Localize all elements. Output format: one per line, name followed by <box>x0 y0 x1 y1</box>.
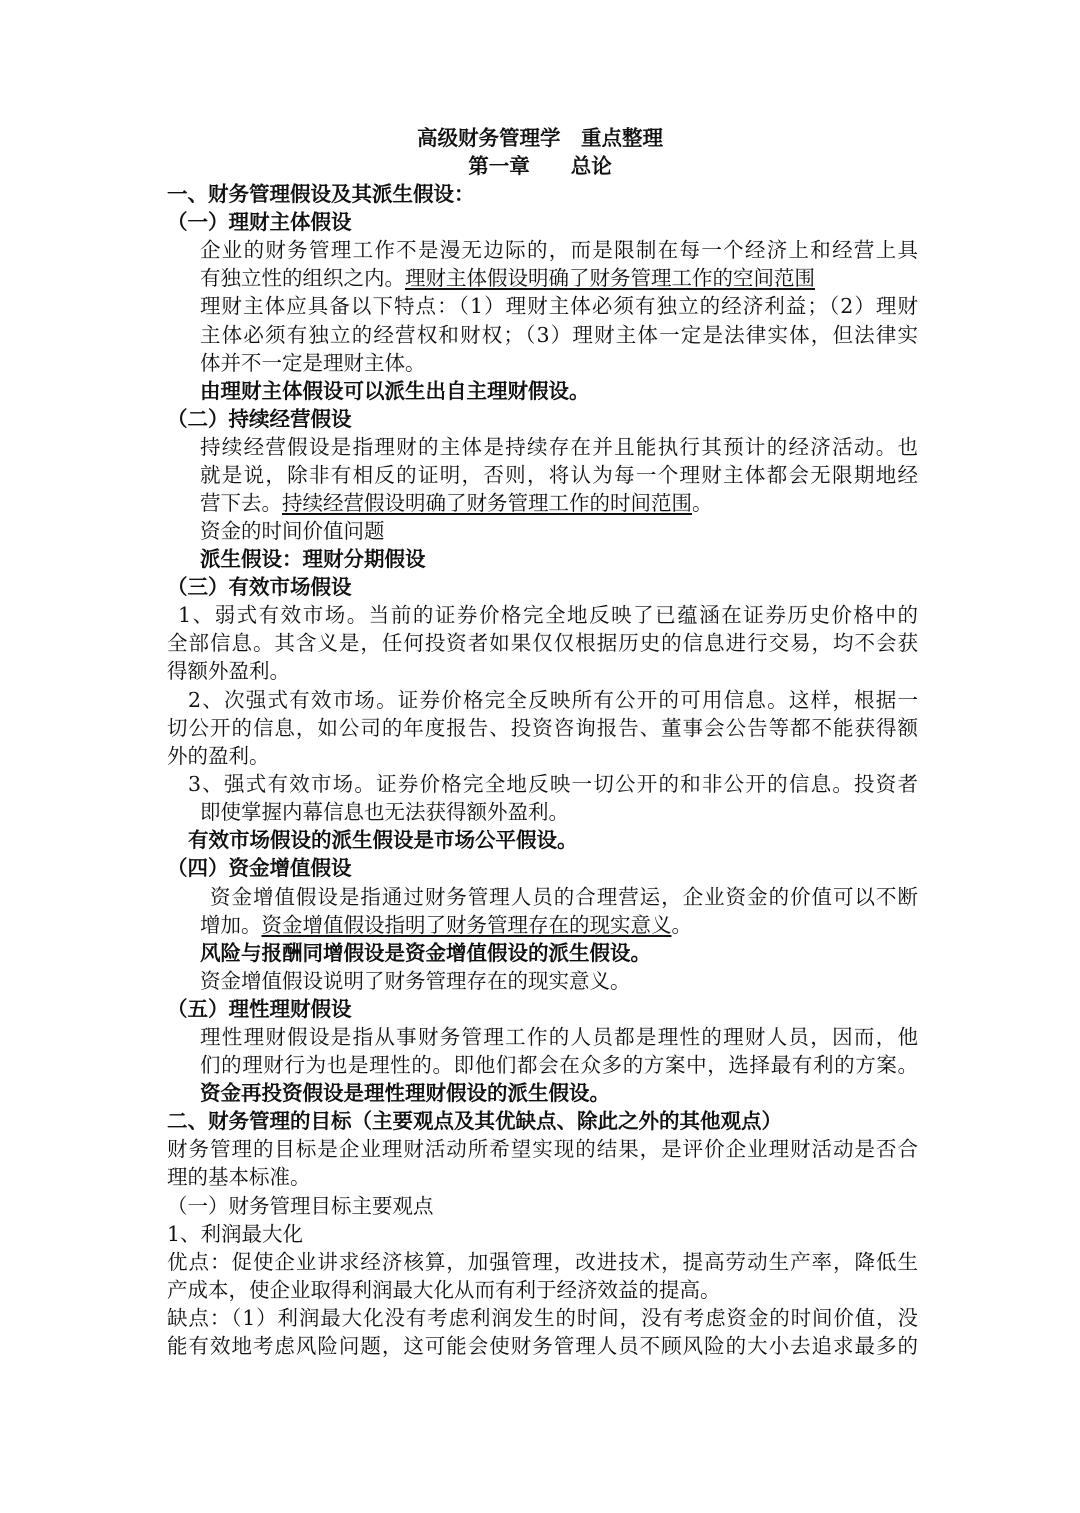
paragraph-line: 财务管理的目标是企业理财活动所希望实现的结果，是评价企业理财活动是否合 <box>167 1137 918 1161</box>
paragraph-line: 缺点：（1）利润最大化没有考虑利润发生的时间，没有考虑资金的时间价值，没 <box>167 1306 918 1330</box>
paragraph-line: 企业的财务管理工作不是漫无边际的，而是限制在每一个经济上和经营上具 <box>200 238 918 262</box>
paragraph-line: 持续经营假设是指理财的主体是持续存在并且能执行其预计的经济活动。也 <box>200 435 918 459</box>
derived-assumption: 派生假设：理财分期假设 <box>200 547 426 571</box>
subsection-heading: （二）持续经营假设 <box>167 407 352 431</box>
paragraph-line: 体并不一定是理财主体。 <box>200 351 426 375</box>
paragraph-line: 得额外盈利。 <box>167 659 290 683</box>
section-heading: 一、财务管理假设及其派生假设： <box>167 182 475 206</box>
paragraph-line: 就是说，除非有相反的证明，否则，将认为每一个理财主体都会无限期地经 <box>200 463 918 487</box>
paragraph-line <box>200 264 815 292</box>
paragraph-line: 即使掌握内幕信息也无法获得额外盈利。 <box>200 800 569 824</box>
paragraph-line: 切公开的信息，如公司的年度报告、投资咨询报告、董事会公告等都不能获得额 <box>167 716 918 740</box>
paragraph-line: 资金增值假设说明了财务管理存在的现实意义。 <box>200 969 631 993</box>
subsection-heading: （一）理财主体假设 <box>167 210 352 234</box>
subsection-heading: （五）理性理财假设 <box>167 997 352 1021</box>
underlined-text: 资金增值假设指明了财务管理存在的现实意义 <box>261 913 672 937</box>
text: 。 <box>671 913 692 937</box>
paragraph-line: 主体必须有独立的经营权和财权；（3）理财主体一定是法律实体，但法律实 <box>200 323 918 347</box>
subsection-heading: （四）资金增值假设 <box>167 856 352 880</box>
chapter-title: 第一章 总论 <box>468 154 612 178</box>
paragraph-line: 外的盈利。 <box>167 744 270 768</box>
text: 有独立性的组织之内。 <box>200 266 405 290</box>
subsection-heading: （三）有效市场假设 <box>167 575 352 599</box>
list-item-heading: 1、利润最大化 <box>167 1222 304 1246</box>
paragraph-line: 们的理财行为也是理性的。即他们都会在众多的方案中，选择最有利的方案。 <box>200 1053 918 1077</box>
text: 。 <box>692 491 713 515</box>
document-title: 高级财务管理学 重点整理 <box>417 126 663 150</box>
paragraph-line: 理性理财假设是指从事财务管理工作的人员都是理性的理财人员，因而，他 <box>200 1025 918 1049</box>
text: 增加。 <box>200 913 262 937</box>
text: 营下去。 <box>200 491 282 515</box>
paragraph-line: 理的基本标准。 <box>167 1165 311 1189</box>
paragraph-line: 1、弱式有效市场。当前的证券价格完全地反映了已蕴涵在证券历史价格中的 <box>178 603 918 627</box>
derived-assumption: 风险与报酬同增假设是资金增值假设的派生假设。 <box>200 941 651 965</box>
paragraph-line <box>200 911 692 939</box>
underlined-text: 持续经营假设明确了财务管理工作的时间范围 <box>282 491 692 515</box>
derived-assumption: 资金再投资假设是理性理财假设的派生假设。 <box>200 1081 610 1105</box>
derived-assumption: 由理财主体假设可以派生出自主理财假设。 <box>200 379 590 403</box>
paragraph-line: 理财主体应具备以下特点：（1）理财主体必须有独立的经济利益；（2）理财 <box>200 294 918 318</box>
paragraph-line: 资金增值假设是指通过财务管理人员的合理营运，企业资金的价值可以不断 <box>210 885 918 909</box>
subsection-heading: （一）财务管理目标主要观点 <box>167 1194 434 1218</box>
paragraph-line: 优点：促使企业讲求经济核算，加强管理，改进技术，提高劳动生产率，降低生 <box>167 1250 918 1274</box>
section-heading: 二、财务管理的目标（主要观点及其优缺点、除此之外的其他观点） <box>167 1109 782 1133</box>
paragraph-line: 2、次强式有效市场。证券价格完全反映所有公开的可用信息。这样，根据一 <box>188 688 918 712</box>
paragraph-line: 资金的时间价值问题 <box>200 519 385 543</box>
paragraph-line <box>200 489 713 517</box>
paragraph-line: 全部信息。其含义是，任何投资者如果仅仅根据历史的信息进行交易，均不会获 <box>167 631 918 655</box>
paragraph-line: 产成本，使企业取得利润最大化从而有利于经济效益的提高。 <box>167 1278 721 1302</box>
underlined-text: 理财主体假设明确了财务管理工作的空间范围 <box>405 266 815 290</box>
paragraph-line: 3、强式有效市场。证券价格完全地反映一切公开的和非公开的信息。投资者 <box>188 772 918 796</box>
paragraph-line: 能有效地考虑风险问题，这可能会使财务管理人员不顾风险的大小去追求最多的 <box>167 1334 918 1358</box>
derived-assumption: 有效市场假设的派生假设是市场公平假设。 <box>188 828 578 852</box>
